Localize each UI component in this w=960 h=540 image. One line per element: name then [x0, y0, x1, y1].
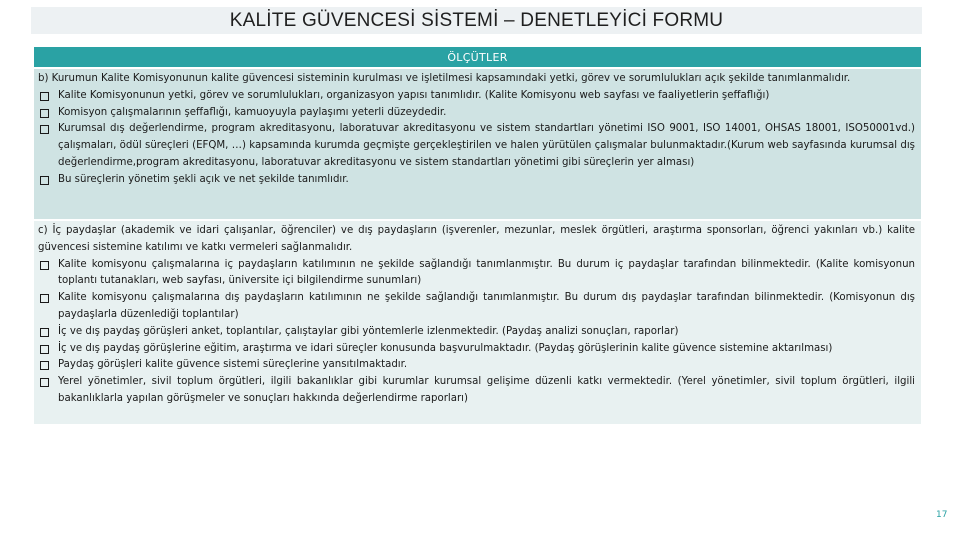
- form-title: KALİTE GÜVENCESİ SİSTEMİ – DENETLEYİCİ FORMU: [31, 7, 922, 34]
- list-item: Bu süreçlerin yönetim şekli açık ve net şekilde tanımlıdır.: [38, 172, 915, 189]
- list-item: Yerel yönetimler, sivil toplum örgütleri, ilgili bakanlıklar gibi kurumlar kurumsal gelişime düzenli katkı vermektedir. (Yerel yönetimler, sivil toplum örgütleri, ilgili bakanlıklarla yapılan görüşmeler ve sonuçları hakkında değerlendirme raporları): [38, 374, 915, 408]
- checkbox-bullet-icon: [40, 176, 49, 185]
- section-b-intro: b) Kurumun Kalite Komisyonunun kalite güvencesi sisteminin kurulması ve işletilmesi kapsamındaki yetki, görev ve sorumlulukları açık şekilde tanımlanmalıdır.: [38, 73, 851, 84]
- checkbox-bullet-icon: [40, 109, 49, 118]
- list-item: Komisyon çalışmalarının şeffaflığı, kamuoyuyla paylaşımı yeterli düzeydedir.: [38, 105, 915, 122]
- checkbox-bullet-icon: [40, 261, 49, 270]
- section-c-intro: c) İç paydaşlar (akademik ve idari çalışanlar, öğrenciler) ve dış paydaşların (işverenler, mezunlar, meslek örgütleri, araştırma sponsorları, öğrenci yakınları vb.) kalite güvencesi sistemine katılımı ve katkı vermeleri sağlanmalıdır.: [38, 225, 915, 253]
- page-number: 17: [936, 510, 948, 520]
- list-item: Kalite Komisyonunun yetki, görev ve sorumlulukları, organizasyon yapısı tanımlıdır. (Kalite Komisyonu web sayfası ve faaliyetlerin şeffaflığı): [38, 88, 915, 105]
- checkbox-bullet-icon: [40, 328, 49, 337]
- section-b-items: [38, 88, 915, 189]
- checkbox-bullet-icon: [40, 378, 49, 387]
- section-b: [34, 69, 921, 221]
- list-item: Paydaş görüşleri kalite güvence sistemi süreçlerine yansıtılmaktadır.: [38, 357, 915, 374]
- list-item: İç ve dış paydaş görüşlerine eğitim, araştırma ve idari süreçler konusunda başvurulmaktadır. (Paydaş görüşlerinin kalite güvence sistemine aktarılması): [38, 341, 915, 358]
- list-item: Kalite komisyonu çalışmalarına iç paydaşların katılımının ne şekilde sağlandığı tanımlanmıştır. Bu durum iç paydaşlar tarafından bilinmektedir. (Kalite komisyonun toplantı tutanakları, web sayfası, üniversite içi bilgilendirme sunumları): [38, 257, 915, 291]
- list-item: Kurumsal dış değerlendirme, program akreditasyonu, laboratuvar akreditasyonu ve sistem standartları yönetimi ISO 9001, ISO 14001, OHSAS 18001, ISO50001vd.) çalışmaları, ödül süreçleri (EFQM, …) kapsamında kurumda geçmişte gerçekleştirilen ve halen yürütülen çalışmalar bulunmaktadır.(Kurum web sayfasında kurumsal dış değerlendirme,program akreditasyonu, laboratuvar akreditasyonu ve sistem standartları yönetimi gibi süreçlerin yer alması): [38, 121, 915, 171]
- criteria-header: ÖLÇÜTLER: [34, 47, 921, 69]
- checkbox-bullet-icon: [40, 345, 49, 354]
- checkbox-bullet-icon: [40, 361, 49, 370]
- section-c: [34, 221, 921, 424]
- criteria-table: [34, 47, 921, 424]
- list-item: Kalite komisyonu çalışmalarına dış paydaşların katılımının ne şekilde sağlandığı tanımlanmıştır. Bu durum dış paydaşlar tarafından bilinmektedir. (Komisyonun dış paydaşlarla düzenlediği toplantılar): [38, 290, 915, 324]
- checkbox-bullet-icon: [40, 92, 49, 101]
- checkbox-bullet-icon: [40, 125, 49, 134]
- section-c-items: [38, 257, 915, 408]
- list-item: İç ve dış paydaş görüşleri anket, toplantılar, çalıştaylar gibi yöntemlerle izlenmektedir. (Paydaş analizi sonuçları, raporlar): [38, 324, 915, 341]
- checkbox-bullet-icon: [40, 294, 49, 303]
